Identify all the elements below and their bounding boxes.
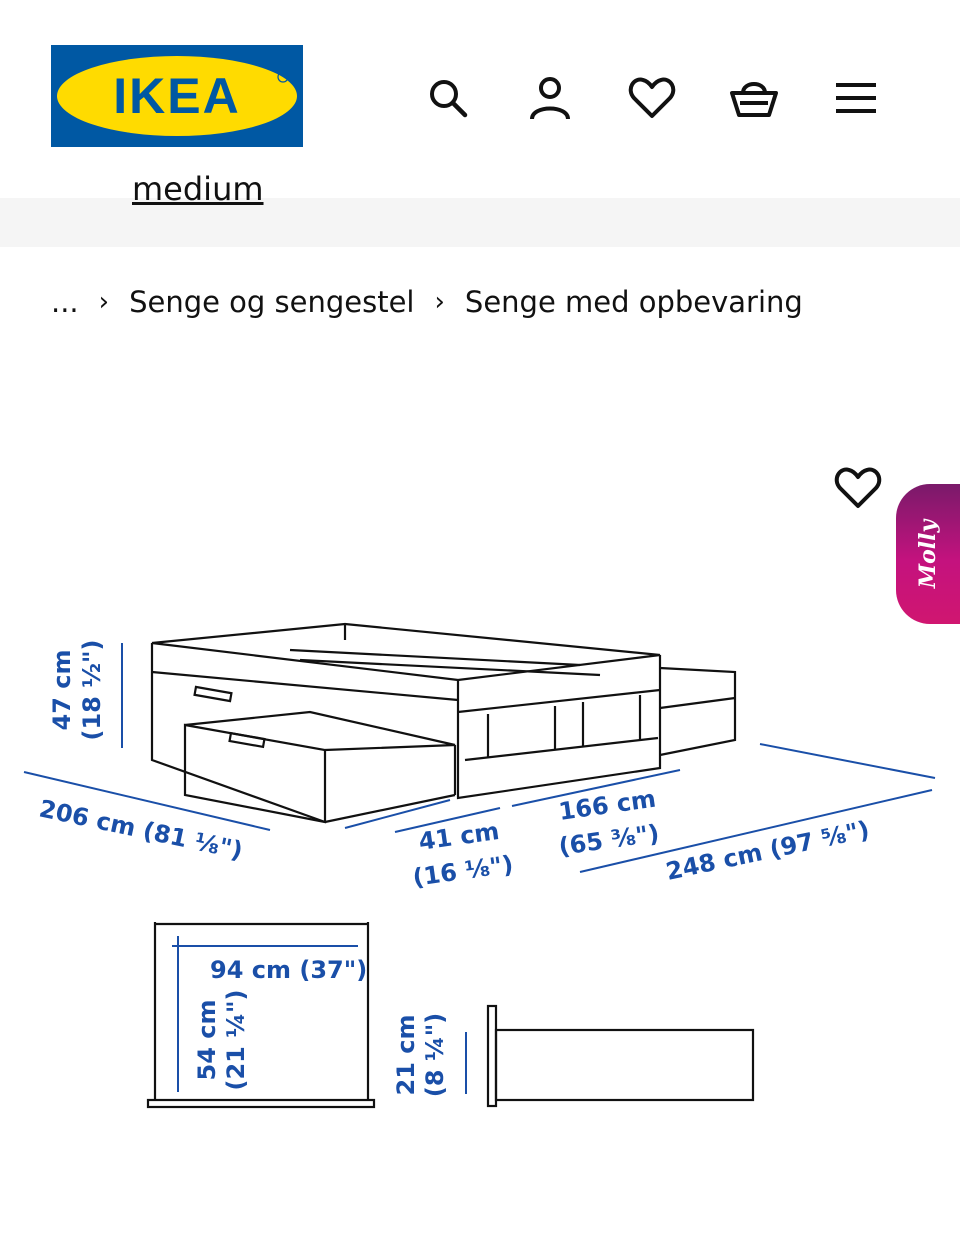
subnav-bar: [0, 170, 960, 247]
drawer-out-cm-label: 41 cm: [416, 816, 502, 856]
chevron-right-icon: ›: [98, 287, 110, 317]
width-in-label: (65 ⅜"): [556, 819, 661, 861]
basket-icon[interactable]: [726, 70, 782, 126]
add-to-favourites-heart-icon[interactable]: [830, 462, 886, 514]
favourites-heart-icon[interactable]: [624, 70, 680, 126]
drawer-width-label: 94 cm (37"): [210, 956, 368, 984]
molly-label: Molly: [915, 519, 941, 589]
drawer-height-in-label: (8 ¼"): [421, 1012, 449, 1098]
drawer-top-view-drawing: [148, 922, 374, 1107]
height-cm-label: 47 cm: [48, 649, 76, 731]
menu-icon[interactable]: [828, 70, 884, 126]
drawer-out-in-label: (16 ⅛"): [410, 850, 515, 892]
drawer-side-view-drawing: [488, 1006, 753, 1106]
drawer-height-cm-label: 21 cm: [392, 1014, 420, 1096]
breadcrumb: [51, 280, 803, 324]
subnav-peek-link[interactable]: medium: [132, 170, 264, 208]
logo-text: IKEA: [113, 68, 241, 124]
chevron-right-icon: ›: [434, 287, 445, 317]
breadcrumb-item-senge-og-sengestel[interactable]: Senge og sengestel: [129, 285, 415, 319]
bed-dimension-diagram: [0, 600, 960, 1160]
breadcrumb-ellipsis[interactable]: ...: [51, 285, 79, 319]
ikea-logo[interactable]: [51, 45, 303, 147]
site-header: [0, 0, 960, 198]
length-206-label: 206 cm (81 ⅛"): [36, 794, 246, 865]
height-in-label: (18 ½"): [78, 639, 106, 741]
width-cm-label: 166 cm: [556, 784, 658, 826]
length-248-label: 248 cm (97 ⅝"): [663, 815, 872, 886]
search-icon[interactable]: [420, 70, 476, 126]
drawer-depth-in-label: (21 ¼"): [222, 989, 250, 1091]
drawer-depth-cm-label: 54 cm: [193, 999, 221, 1081]
breadcrumb-item-senge-med-opbevaring[interactable]: Senge med opbevaring: [464, 285, 803, 319]
account-icon[interactable]: [522, 70, 578, 126]
